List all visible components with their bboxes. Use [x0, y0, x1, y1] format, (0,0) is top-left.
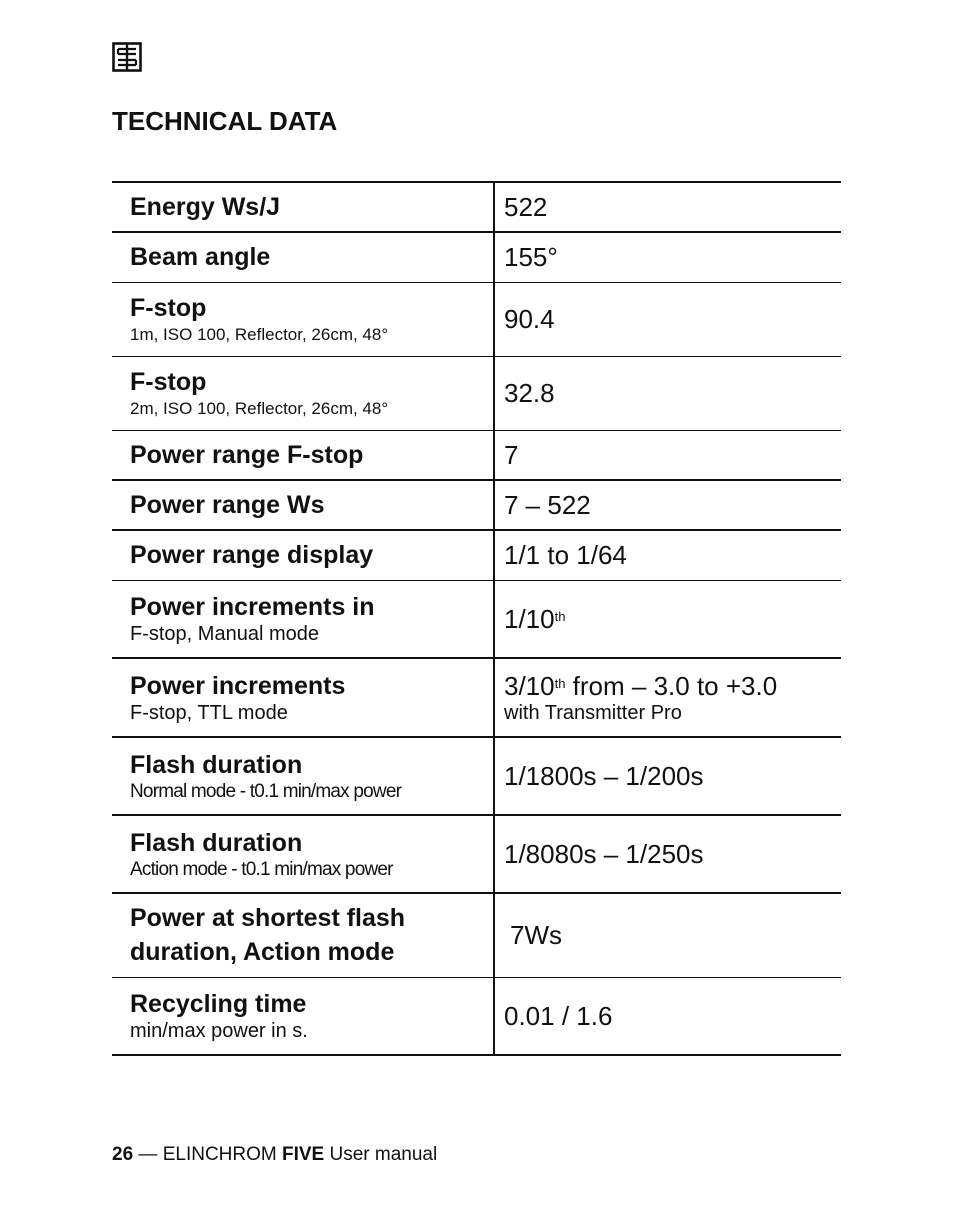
spec-label: Beam angle [130, 243, 271, 272]
spec-value-cell [494, 356, 841, 430]
table-row [112, 977, 841, 1055]
spec-value-cell [494, 232, 841, 282]
table-row [112, 658, 841, 737]
table-row [112, 893, 841, 977]
spec-sublabel: 2m, ISO 100, Reflector, 26cm, 48° [130, 398, 389, 418]
spec-value-cell [494, 893, 841, 977]
spec-label-cell [112, 815, 494, 893]
spec-sublabel: min/max power in s. [130, 1020, 308, 1043]
spec-value: 0.01 / 1.6 [504, 1000, 613, 1031]
spec-value-cell [494, 658, 841, 737]
spec-label: Flash duration [130, 828, 303, 857]
page-title: TECHNICAL DATA [112, 106, 338, 136]
spec-value [504, 604, 841, 634]
page-number: 26 [112, 1144, 134, 1165]
spec-sublabel: 1m, ISO 100, Reflector, 26cm, 48° [130, 324, 389, 344]
spec-label-cell [112, 977, 494, 1055]
spec-value-text: 1/10 [504, 603, 555, 634]
table-row [112, 356, 841, 430]
table-row [112, 580, 841, 658]
spec-value-cell [494, 480, 841, 530]
table-row [112, 282, 841, 356]
table-row [112, 480, 841, 530]
spec-label: Flash duration [130, 750, 303, 779]
spec-label: Power increments [130, 672, 346, 700]
page-footer [112, 1144, 437, 1166]
spec-label-cell [112, 480, 494, 530]
spec-label: F-stop [130, 367, 207, 396]
table-row [112, 232, 841, 282]
spec-value-cell [494, 815, 841, 893]
spec-value-cell [494, 737, 841, 815]
spec-value: 32.8 [504, 378, 555, 408]
spec-value-cell [494, 580, 841, 658]
spec-value: 522 [504, 192, 548, 222]
spec-label-cell [112, 430, 494, 480]
spec-value-superscript: th [554, 608, 566, 624]
spec-sublabel: F-stop, TTL mode [130, 702, 288, 724]
spec-label: Power range display [130, 541, 374, 570]
spec-value-cell [494, 182, 841, 232]
spec-value-rest: from – 3.0 to +3.0 [565, 670, 778, 701]
footer-suffix: User manual [324, 1144, 438, 1165]
spec-value: 155° [504, 242, 558, 273]
table-row [112, 182, 841, 232]
spec-value: 1/8080s – 1/250s [504, 839, 704, 869]
spec-label: Power at shortest flash [130, 904, 406, 933]
spec-label-cell [112, 580, 494, 658]
footer-brand: — ELINCHROM [133, 1144, 282, 1165]
spec-value: 1/1800s – 1/200s [504, 761, 704, 791]
spec-label-line2: duration, Action mode [130, 938, 395, 967]
technical-data-table [112, 181, 841, 1056]
spec-value-cell [494, 282, 841, 356]
spec-value: 1/1 to 1/64 [504, 540, 627, 571]
spec-label-cell [112, 658, 494, 737]
spec-value-cell [494, 430, 841, 480]
spec-label: F-stop [130, 293, 207, 322]
spec-label-cell [112, 737, 494, 815]
spec-label-cell [112, 232, 494, 282]
table-row [112, 737, 841, 815]
spec-value [504, 671, 841, 701]
spec-value-note: with Transmitter Pro [504, 701, 682, 724]
spec-label: Recycling time [130, 990, 307, 1019]
elinchrom-grid-logo-icon [112, 42, 142, 72]
spec-label-cell [112, 182, 494, 232]
spec-label-cell [112, 530, 494, 580]
spec-sublabel: Action mode - t0.1 min/max power [130, 858, 393, 880]
spec-label: Energy Ws/J [130, 193, 281, 221]
table-row [112, 430, 841, 480]
spec-sublabel: F-stop, Manual mode [130, 623, 319, 646]
spec-label-cell [112, 893, 494, 977]
spec-label-cell [112, 356, 494, 430]
spec-value-text: 3/10 [504, 670, 555, 701]
spec-sublabel: Normal mode - t0.1 min/max power [130, 780, 402, 802]
spec-value-superscript: th [554, 675, 566, 691]
footer-product: FIVE [282, 1144, 325, 1165]
spec-label: Power range Ws [130, 491, 325, 519]
spec-value-cell [494, 530, 841, 580]
table-row [112, 815, 841, 893]
table-row [112, 530, 841, 580]
spec-value: 90.4 [504, 304, 555, 334]
spec-label: Power range F-stop [130, 440, 364, 469]
spec-value: 7 [504, 439, 519, 470]
spec-value: 7 – 522 [504, 490, 591, 520]
spec-value: 7Ws [510, 920, 562, 951]
spec-value-cell [494, 977, 841, 1055]
spec-label: Power increments in [130, 593, 375, 622]
spec-label-cell [112, 282, 494, 356]
